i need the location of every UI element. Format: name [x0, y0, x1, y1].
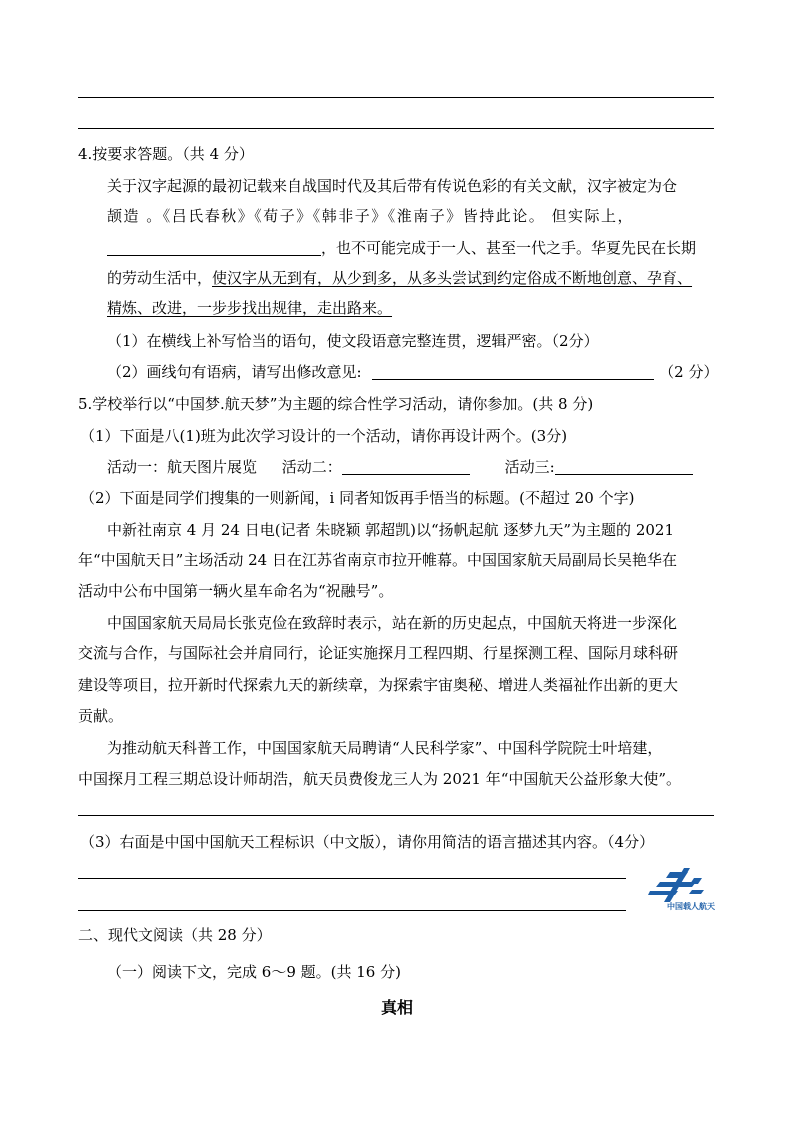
q5-sub1: （1）下面是八(1)班为此次学习设计的一个活动，请你再设计两个。(3分) [80, 427, 568, 445]
answer-line[interactable] [78, 910, 626, 911]
news-line: 为推动航天科普工作，中国国家航天局聘请“人民科学家”、中国科学院院士叶培建， [107, 739, 663, 757]
news-line: 中新社南京 4 月 24 日电(记者 朱晓颖 郭超凯)以“扬帆起航 逐梦九天”为主题的 2021 [107, 521, 674, 539]
article-title: 真相 [381, 998, 414, 1017]
answer-line [78, 97, 714, 98]
activity-2-label: 活动二： [281, 458, 342, 476]
section2-heading: 二、现代文阅读（共 28 分） [78, 926, 272, 944]
underlined-sentence: 精炼、改进，一步步找出规律，走出路来。 [107, 299, 393, 317]
q4-paragraph-line [107, 238, 696, 258]
news-line: 建设等项目，拉开新时代探索九天的新续章，为探索宇宙奥秘、增进人类福祉作出新的更大 [78, 676, 679, 694]
q4-paragraph-line: 颉造 。《吕氏春秋》《荀子》《韩非子》《淮南子》皆持此论。 但实际上， [107, 207, 635, 225]
answer-line[interactable] [78, 878, 626, 879]
activity-3-blank[interactable] [555, 458, 693, 475]
q4-sub2-score: （2 分） [659, 363, 719, 381]
answer-line [78, 128, 714, 129]
logo-text: 中国载人航天 [667, 902, 715, 911]
answer-blank[interactable] [107, 239, 321, 256]
news-line: 贡献。 [78, 707, 124, 725]
underlined-sentence: 使汉字从无到有，从少到多，从多头尝试到约定俗成不断地创意、孕育、 [212, 269, 693, 287]
q4-paragraph-text: 的劳动生活中， [107, 269, 213, 287]
answer-line[interactable] [78, 815, 714, 816]
q5-heading: 5.学校举行以“中国梦.航天梦”为主题的综合性学习活动，请你参加。(共 8 分) [78, 395, 594, 413]
news-line: 交流与合作，与国际社会并肩同行，论证实施探月工程四期、行星探测工程、国际月球科研 [78, 644, 679, 662]
q4-paragraph-line: 关于汉字起源的最初记载来自战国时代及其后带有传说色彩的有关文献，汉字被定为仓 [107, 177, 678, 195]
q5-sub3: （3）右面是中国中国航天工程标识（中文版），请你用简洁的语言描述其内容。（4分） [80, 833, 655, 851]
activity-3-label: 活动三: [504, 458, 555, 476]
answer-blank[interactable] [372, 363, 654, 380]
q4-paragraph-text: ，也不可能完成于一人、甚至一代之手。华夏先民在长期 [321, 239, 697, 257]
activity-1: 活动一：航天图片展览 [107, 458, 258, 476]
section2-part1: （一）阅读下文，完成 6～9 题。(共 16 分) [107, 963, 401, 981]
activity-line [107, 457, 693, 477]
activity-2-blank[interactable] [342, 458, 470, 475]
news-line: 中国探月工程三期总设计师胡浩，航天员费俊龙三人为 2021 年“中国航天公益形象大使”。 [78, 770, 682, 788]
q4-heading: 4.按要求答题。（共 4 分） [78, 145, 254, 163]
q4-sub2 [107, 362, 718, 382]
news-line: 中国国家航天局局长张克俭在致辞时表示，站在新的历史起点，中国航天将进一步深化 [107, 614, 678, 632]
q4-sub1: （1）在横线上补写恰当的语句，使文段语意完整连贯，逻辑严密。（2分） [107, 332, 599, 350]
news-line: 年“中国航天日”主场活动 24 日在江苏省南京市拉开帷幕。中国国家航天局副局长吴艳华在 [78, 551, 677, 569]
news-line: 活动中公布中国第一辆火星车命名为“祝融号”。 [78, 582, 394, 600]
q5-sub2: （2）下面是同学们搜集的一则新闻，i 同者知饭再手悟当的标题。(不超过 20 个字) [80, 489, 635, 507]
logo-mark-icon [648, 868, 734, 902]
q4-paragraph-line [107, 298, 392, 318]
china-manned-space-logo [648, 868, 734, 916]
q4-sub2-prompt: （2）画线句有语病，请写出修改意见: [107, 363, 362, 381]
q4-paragraph-line [107, 268, 692, 288]
